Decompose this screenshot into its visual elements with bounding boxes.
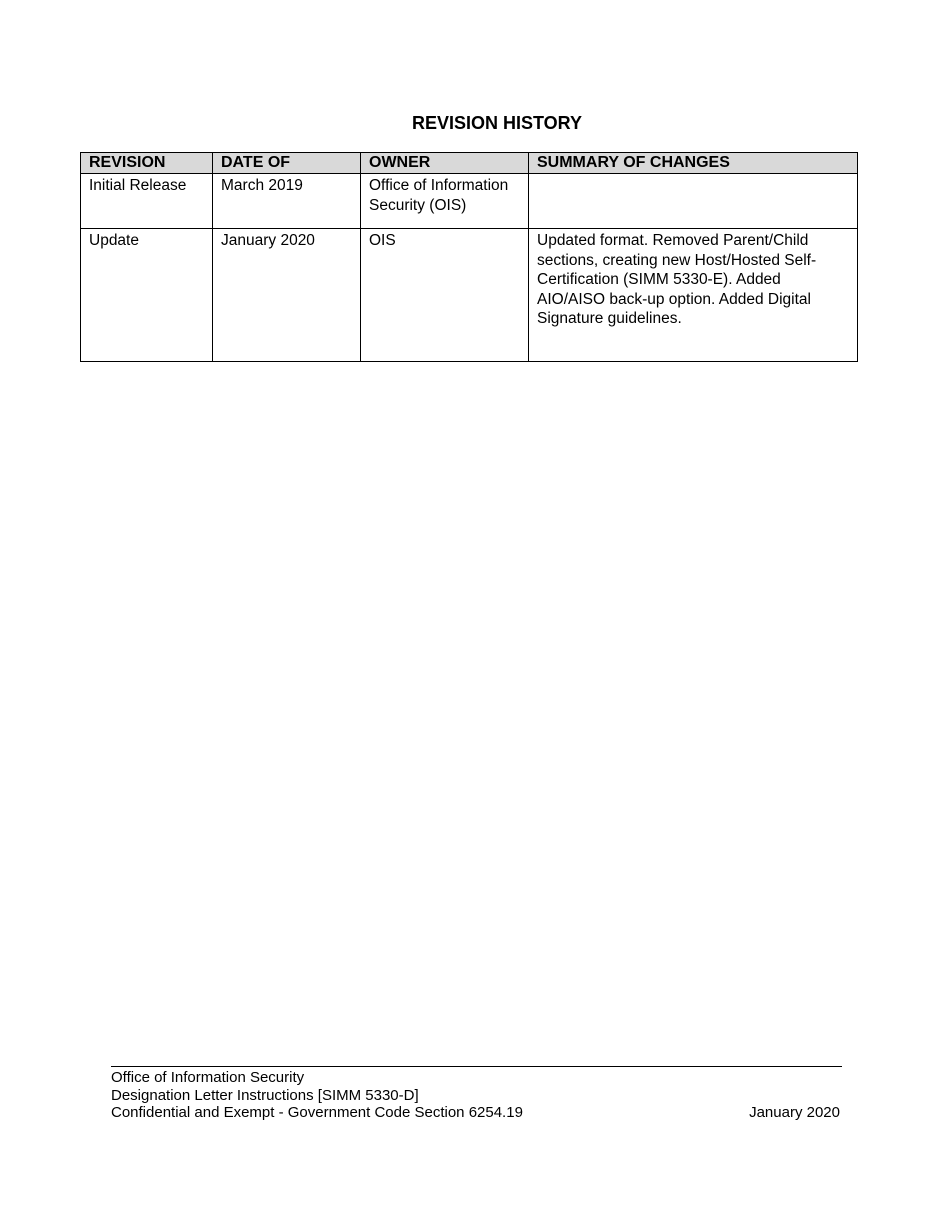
cell-owner [361,229,529,362]
cell-date: March 2019 [213,174,361,229]
footer-document-name: Designation Letter Instructions [SIMM 5330-D] [111,1086,419,1104]
table-row [81,229,858,362]
header-revision: REVISION [81,153,213,174]
table-header-row [81,153,858,174]
footer-office: Office of Information Security [111,1069,305,1086]
cell-summary: Updated format. Removed Parent/Child sections, creating new Host/Hosted Self-Certification (SIMM 5330-E). Added AIO/AISO back-up option. Added Digital Signature guidelines. [529,229,858,362]
header-summary-of-changes: SUMMARY OF CHANGES [529,153,858,174]
header-owner: OWNER [361,153,529,174]
cell-owner-line: OIS [369,232,396,249]
page-title: REVISION HISTORY [411,113,583,133]
cell-owner [361,174,529,229]
revision-history-table [80,152,858,362]
footer-confidentiality: Confidential and Exempt - Government Code Section 6254.19 [111,1104,523,1121]
cell-owner-line: Security (OIS) [369,196,467,214]
page-footer [111,1066,842,1122]
footer-date: January 2020 [749,1104,840,1121]
cell-date: January 2020 [213,229,361,362]
cell-revision: Update [81,229,213,362]
header-date-of: DATE OF [213,153,361,174]
table-row [81,174,858,229]
cell-revision: Initial Release [81,174,213,229]
cell-owner-line: Office of Information [369,177,509,194]
cell-summary [529,174,858,229]
